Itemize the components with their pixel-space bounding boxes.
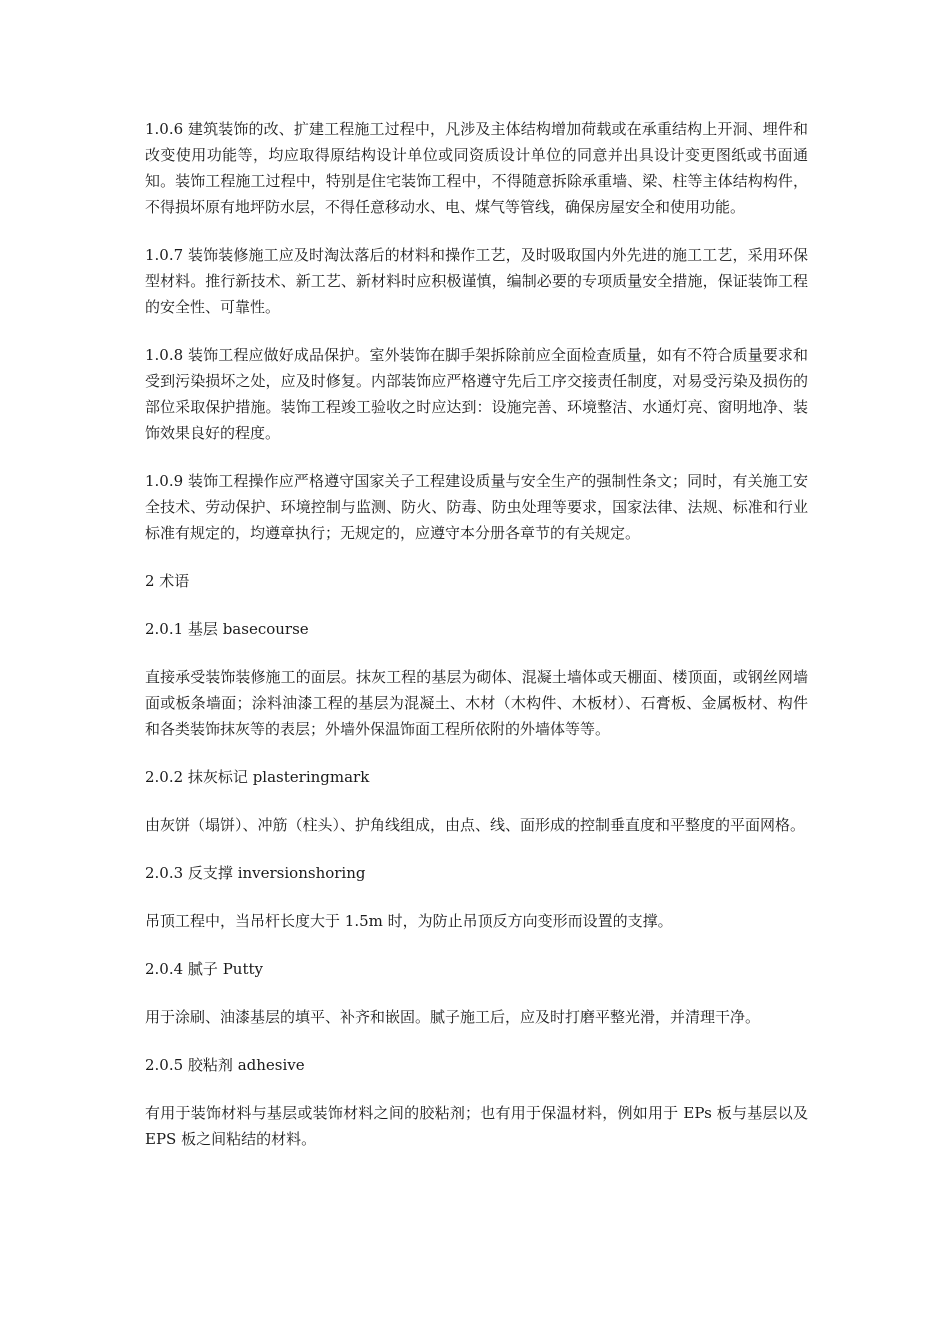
paragraph-1-0-8: 1.0.8 装饰工程应做好成品保护。室外装饰在脚手架拆除前应全面检查质量，如有不符合质量要求和受到污染损坏之处，应及时修复。内部装饰应严格遵守先后工序交接责任制度，对易受污染及损伤的部位采取保护措施。装饰工程竣工验收之时应达到：设施完善、环境整洁、水通灯亮、窗明地净、装饰效果良好的程度。 <box>145 346 808 442</box>
paragraph-1-0-7: 1.0.7 装饰装修施工应及时淘汰落后的材料和操作工艺，及时吸取国内外先进的施工工艺，采用环保型材料。推行新技术、新工艺、新材料时应积极谨慎，编制必要的专项质量安全措施，保证装饰工程的安全性、可靠性。 <box>145 246 808 316</box>
paragraph-1-0-9: 1.0.9 装饰工程操作应严格遵守国家关子工程建设质量与安全生产的强制性条文；同时，有关施工安全技术、劳动保护、环境控制与监测、防火、防毒、防虫处理等要求，国家法律、法规、标准和行业标准有规定的，均遵章执行；无规定的，应遵守本分册各章节的有关规定。 <box>145 472 808 542</box>
section-heading-terms: 2 术语 <box>145 572 190 590</box>
term-definition-2-0-5: 有用于装饰材料与基层或装饰材料之间的胶粘剂；也有用于保温材料，例如用于 EPs 板与基层以及 EPS 板之间粘结的材料。 <box>145 1104 808 1148</box>
term-heading-2-0-1: 2.0.1 基层 basecourse <box>145 620 309 638</box>
term-heading-2-0-2: 2.0.2 抹灰标记 plasteringmark <box>145 768 370 786</box>
paragraph-1-0-6: 1.0.6 建筑装饰的改、扩建工程施工过程中，凡涉及主体结构增加荷载或在承重结构上开洞、埋件和改变使用功能等，均应取得原结构设计单位或同资质设计单位的同意并出具设计变更图纸或书面通知。装饰工程施工过程中，特别是住宅装饰工程中，不得随意拆除承重墙、梁、柱等主体结构构件，不得损坏原有地坪防水层，不得任意移动水、电、煤气等管线，确保房屋安全和使用功能。 <box>145 120 808 216</box>
term-heading-2-0-4: 2.0.4 腻子 Putty <box>145 960 263 978</box>
term-heading-2-0-3: 2.0.3 反支撑 inversionshoring <box>145 864 366 882</box>
term-definition-2-0-4: 用于涂刷、油漆基层的填平、补齐和嵌固。腻子施工后，应及时打磨平整光滑，并清理干净。 <box>145 1008 761 1026</box>
document-page <box>145 116 808 1174</box>
term-heading-2-0-5: 2.0.5 胶粘剂 adhesive <box>145 1056 305 1074</box>
term-definition-2-0-1: 直接承受装饰装修施工的面层。抹灰工程的基层为砌体、混凝土墙体或天棚面、楼顶面，或钢丝网墙面或板条墙面；涂料油漆工程的基层为混凝土、木材（木构件、木板材）、石膏板、金属板材、构件和各类装饰抹灰等的表层；外墙外保温饰面工程所依附的外墙体等等。 <box>145 668 808 738</box>
term-definition-2-0-2: 由灰饼（塌饼）、冲筋（柱头）、护角线组成，由点、线、面形成的控制垂直度和平整度的平面网格。 <box>145 816 806 834</box>
term-definition-2-0-3: 吊顶工程中，当吊杆长度大于 1.5m 时，为防止吊顶反方向变形而设置的支撑。 <box>145 912 673 930</box>
